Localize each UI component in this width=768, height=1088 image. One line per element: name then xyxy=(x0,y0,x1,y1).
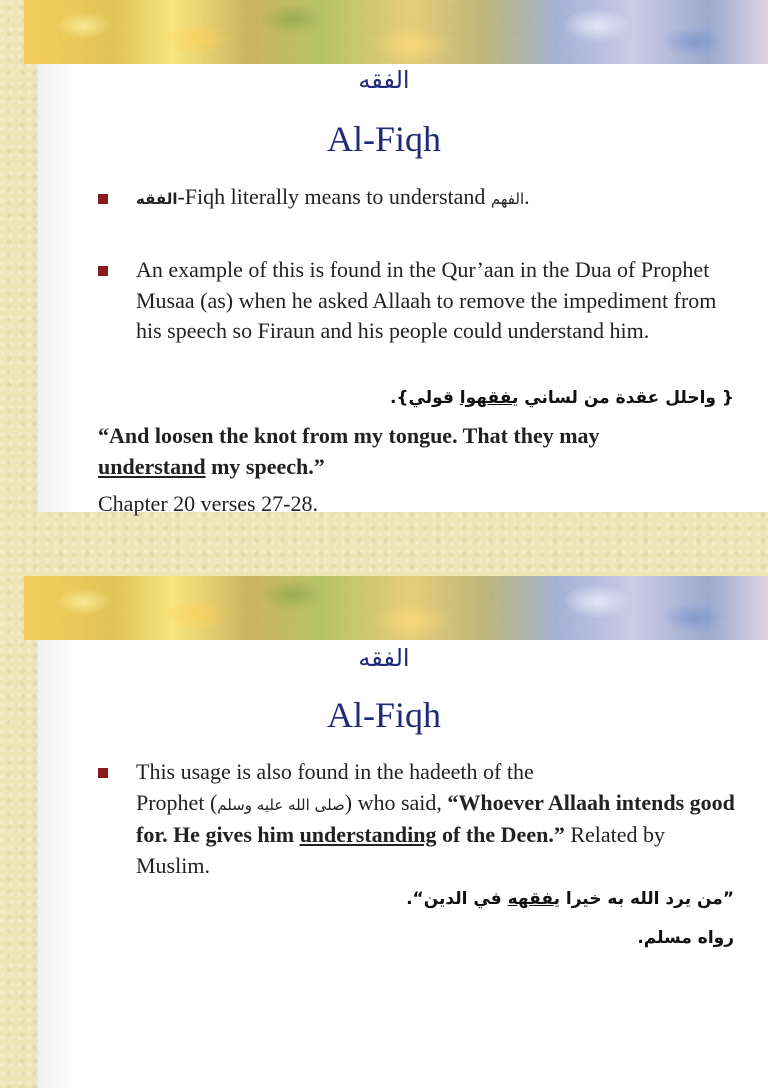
arabic-word: الفقه xyxy=(136,190,178,208)
arabic-title: الفقه xyxy=(358,644,410,672)
hadeeth-quote: “Whoever Allaah intends good for. He gives him xyxy=(136,789,735,847)
decorative-banner xyxy=(24,0,768,64)
narrated-by: رواه مسلم. xyxy=(637,928,734,948)
verse-underlined: يفقهوا xyxy=(459,388,519,408)
bullet-icon xyxy=(98,194,108,204)
bullet-icon xyxy=(98,768,108,778)
hadeeth-quote-end: of the Deen.” xyxy=(436,822,565,847)
bullet-text-hadeeth xyxy=(136,757,736,881)
who-said-text: ) who said, xyxy=(344,789,448,815)
hadeeth-arabic-underlined: يفقهه xyxy=(507,889,560,909)
hadeeth-intro: This usage is also found in the hadeeth of the xyxy=(136,759,534,784)
page-title: Al-Fiqh xyxy=(326,695,441,735)
hadeeth-part: ”من يرد الله به خيرا xyxy=(559,889,734,909)
chapter-reference: Chapter 20 verses 27-28. xyxy=(98,491,318,516)
translation-underlined: understand xyxy=(98,453,206,479)
hadeeth-underlined: understanding xyxy=(299,822,437,847)
prophet-text: Prophet ( xyxy=(136,789,218,815)
translation-text xyxy=(98,421,698,482)
translation-part: “And loosen the knot from my tongue. That they may xyxy=(98,423,600,448)
translation-part: my speech.” xyxy=(205,453,325,479)
arabic-verse xyxy=(390,388,734,408)
arabic-salutation: صلى الله عليه وسلم xyxy=(217,795,345,814)
arabic-title: الفقه xyxy=(358,66,410,94)
slide-2 xyxy=(0,576,768,1088)
arabic-hadeeth xyxy=(406,889,734,909)
arabic-meaning: الفهم xyxy=(490,190,525,208)
bullet-icon xyxy=(98,266,108,276)
period: . xyxy=(524,184,530,209)
related-by: Related by Muslim. xyxy=(136,822,666,878)
definition-text: -Fiqh literally means to understand xyxy=(177,184,491,209)
verse-part: { واحلل عقدة من لساني xyxy=(518,388,734,408)
bullet-text-definition xyxy=(136,182,746,215)
bullet-text-example: An example of this is found in the Qur’aan in the Dua of Prophet Musaa (as) when he asked Allaah to remove the impediment from his speech so Firaun and his people could understand him. xyxy=(136,257,717,343)
hadeeth-part: في الدين“. xyxy=(406,889,508,909)
verse-part: قولي}. xyxy=(389,388,460,408)
decorative-banner xyxy=(24,576,768,640)
page-title: Al-Fiqh xyxy=(326,119,441,159)
slide-1 xyxy=(0,0,768,516)
